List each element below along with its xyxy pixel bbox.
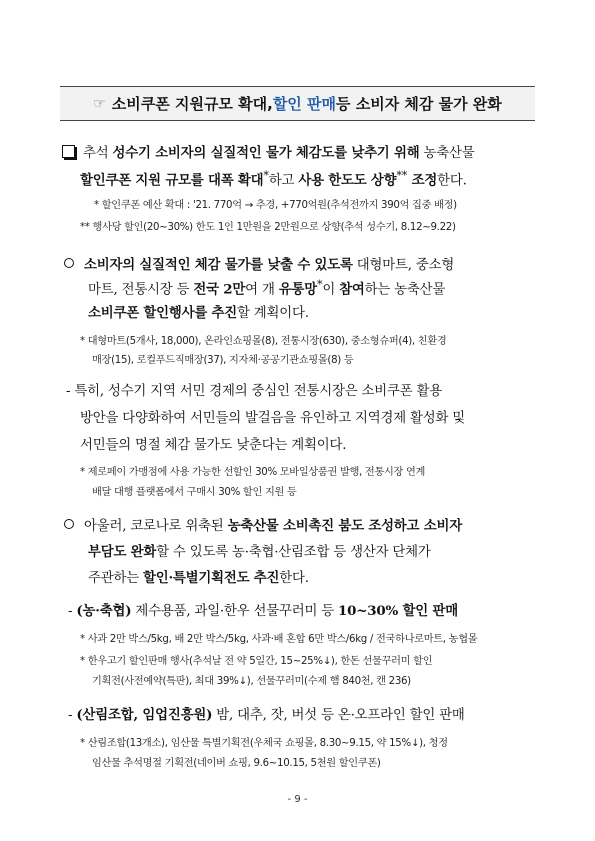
s4-line2 xyxy=(88,541,431,560)
s2-text: 이 xyxy=(322,282,340,298)
s2-line2 xyxy=(88,278,445,297)
s2-note2: 매장(15), 로컬푸드직매장(37), 지자체·공공기관쇼핑몰(8) 등 xyxy=(92,355,354,366)
s4-text: 할 수 있도록 농·축협·산림조합 등 생산자 단체가 xyxy=(156,545,431,560)
title-part2: 할인 판매 xyxy=(272,95,336,113)
circle-bullet-icon xyxy=(64,519,74,529)
s2-bold: 소비자의 실질적인 체감 물가를 낮출 수 있도록 xyxy=(84,257,353,273)
square-bullet-icon xyxy=(62,145,75,158)
s3-line2: 방안을 다양화하여 서민들의 발걸음을 유인하고 지역경제 활성화 및 xyxy=(80,411,465,426)
s1-text: 한다. xyxy=(437,173,467,189)
s1-bold: 사용 한도도 상향 xyxy=(298,172,397,189)
s6-note2: 임산물 추석명절 기획전(네이버 쇼핑, 9.6~10.15, 5천원 할인쿠폰) xyxy=(92,758,381,769)
s2-text: 마트, 전통시장 등 xyxy=(88,282,194,298)
s6-text: 밤, 대추, 잣, 버섯 등 온·오프라인 할인 판매 xyxy=(212,708,465,723)
s5-text: - xyxy=(68,604,77,619)
s2-bold: 소비쿠폰 할인행사를 추진 xyxy=(88,305,238,321)
s1-bold: 할인쿠폰 지원 규모를 대폭 확대 xyxy=(80,172,264,189)
s4-line3 xyxy=(88,567,309,586)
s4-bold: 할인·특별기획전도 추진 xyxy=(143,570,280,586)
s2-text: 대형마트, 중소형 xyxy=(352,258,455,273)
s2-line1 xyxy=(64,254,454,273)
s3-note1: * 제로페이 가맹점에 사용 가능한 선할인 30% 모바일상품권 발행, 전통시장 연계 xyxy=(80,467,426,478)
s6-line1 xyxy=(68,704,465,723)
s5-note1: * 사과 2만 박스/5kg, 배 2만 박스/5kg, 사과·배 혼합 6만 박스/6kg / 전국하나로마트, 농협몰 xyxy=(80,634,478,645)
footnote-mark: * xyxy=(263,169,269,182)
s3-line3: 서민들의 명절 체감 물가도 낮춘다는 계획이다. xyxy=(80,438,347,453)
s4-bold: 부담도 완화 xyxy=(88,544,157,560)
s1-text: 농축산물 xyxy=(419,146,475,161)
footnote-mark: ** xyxy=(396,169,408,182)
s4-text: 주관하는 xyxy=(88,571,143,586)
pointing-hand-icon: ☞ xyxy=(93,95,106,112)
s1-bold: 성수기 소비자의 실질적인 물가 체감도를 낮추기 위해 xyxy=(112,145,420,161)
footnote-mark: * xyxy=(316,278,323,291)
s1-line1 xyxy=(62,142,474,161)
s5-bold: (농·축협) xyxy=(76,603,132,619)
s2-text: 하는 농축산물 xyxy=(364,282,446,298)
s1-line2 xyxy=(80,169,467,188)
s5-bold: 10~30% 할인 판매 xyxy=(338,603,458,619)
s2-text: 여 개 xyxy=(245,282,279,298)
s1-text: 하고 xyxy=(268,173,299,189)
s5-note2: * 한우고기 할인판매 행사(추석날 전 약 5일간, 15~25%↓), 한돈 선물꾸러미 할인 xyxy=(80,656,433,667)
s1-bold: 조정 xyxy=(407,172,438,189)
page-number: - 9 - xyxy=(287,794,308,805)
s1-text: 추석 xyxy=(83,146,113,161)
s2-bold: 참여 xyxy=(339,281,365,298)
s4-bold: 농축산물 소비촉진 붐도 조성하고 소비자 xyxy=(227,518,462,534)
s5-note3: 기획전(사전예약(특판), 최대 39%↓), 선물꾸러미(수제 햄 840천, 캔 236) xyxy=(92,676,411,687)
s1-note1: * 할인쿠폰 예산 확대 : '21. 770억 → 추경, +770억원(추석전까지 390억 집중 배정) xyxy=(94,200,457,211)
section-title-box xyxy=(60,86,535,121)
s4-text: 아울러, 코로나로 위축된 xyxy=(84,519,228,534)
s2-note1: * 대형마트(5개사, 18,000), 온라인쇼핑몰(8), 전통시장(630), 중소형슈퍼(4), 친환경 xyxy=(80,336,447,347)
title-part3: 등 소비자 체감 물가 완화 xyxy=(336,95,502,113)
s2-line3 xyxy=(88,302,309,321)
s2-text: 할 계획이다. xyxy=(237,306,309,321)
s5-text: 제수용품, 과일·한우 선물꾸러미 등 xyxy=(131,604,339,619)
s2-bold: 전국 2만 xyxy=(193,281,246,298)
s4-text: 한다. xyxy=(279,571,309,586)
s3-note2: 배달 대행 플랫폼에서 구매시 30% 할인 지원 등 xyxy=(92,487,297,498)
s4-line1 xyxy=(64,515,462,534)
title-part1: 소비쿠폰 지원규모 확대, xyxy=(111,95,273,113)
s2-bold: 유통망 xyxy=(278,281,317,298)
s3-line1: - 특히, 성수기 지역 서민 경제의 중심인 전통시장은 소비쿠폰 활용 xyxy=(66,384,443,399)
s6-bold: (산림조합, 임업진흥원) xyxy=(76,707,213,723)
circle-bullet-icon xyxy=(64,258,74,268)
s6-text: - xyxy=(68,708,77,723)
s6-note1: * 산림조합(13개소), 임산물 특별기획전(우체국 쇼핑몰, 8.30~9.15, 약 15%↓), 청정 xyxy=(80,738,448,749)
s5-line1 xyxy=(68,600,458,619)
s1-note2: ** 행사당 할인(20~30%) 한도 1인 1만원을 2만원으로 상향(추석 성수기, 8.12~9.22) xyxy=(80,222,456,233)
